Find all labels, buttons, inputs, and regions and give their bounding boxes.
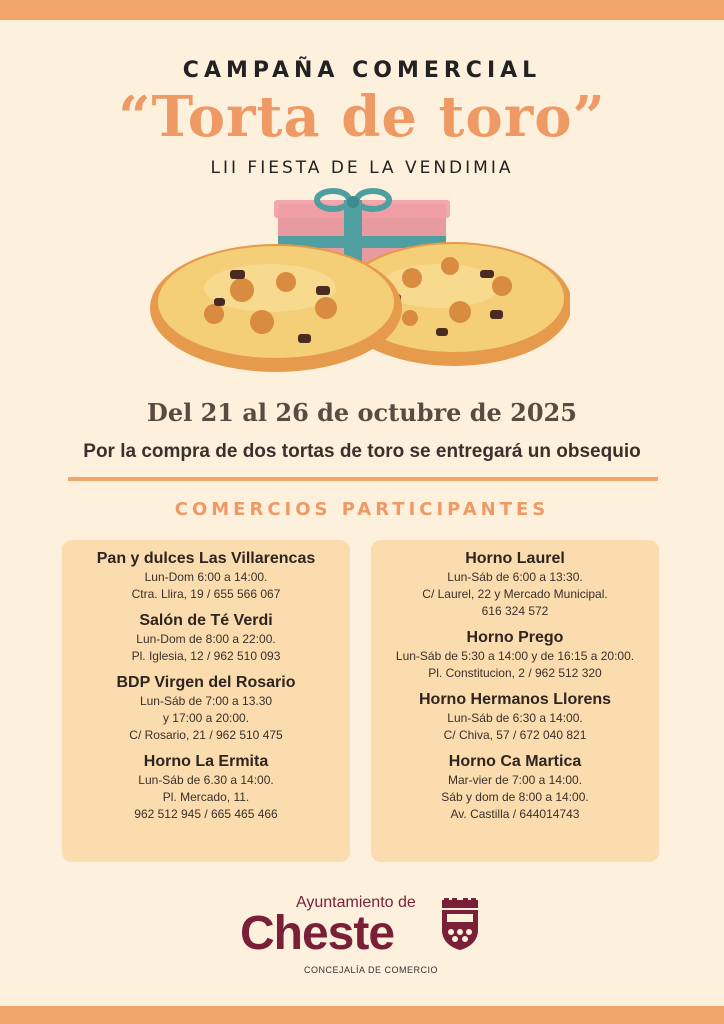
shop-hours: Sáb y dom de 8:00 a 14:00. [441, 790, 589, 804]
shop-name: Salón de Té Verdi [139, 612, 273, 629]
shop-phone: 616 324 572 [481, 604, 549, 618]
shop-name: Horno Laurel [465, 550, 565, 567]
town-name: Cheste [240, 907, 395, 960]
shop-hours: Lun-Dom de 8:00 a 22:00. [136, 632, 276, 646]
tortas-illustration [150, 186, 570, 376]
shop-entry [371, 628, 659, 682]
divider [68, 477, 658, 481]
shop-hours: Lun-Sáb de 6:00 a 13:30. [447, 570, 583, 584]
shop-entry [62, 752, 350, 823]
shop-name: Horno Prego [466, 629, 564, 646]
ayuntamiento-logo [230, 894, 500, 984]
coat-of-arms-icon [440, 898, 480, 950]
shop-address: Pl. Constitucion, 2 / 962 512 320 [428, 666, 602, 680]
shop-address: Ctra. Llira, 19 / 655 566 067 [131, 587, 281, 601]
promo-text: Por la compra de dos tortas de toro se entregará un obsequio [83, 441, 641, 462]
shop-name: Horno La Ermita [143, 753, 269, 770]
shop-name: BDP Virgen del Rosario [116, 674, 296, 691]
department-label: CONCEJALÍA DE COMERCIO [304, 965, 439, 975]
shops-card-left [62, 540, 350, 862]
shop-address: Av. Castilla / 644014743 [450, 807, 580, 821]
shop-name: Horno Hermanos Llorens [418, 691, 612, 708]
shop-entry [62, 549, 350, 603]
shop-phone: 962 512 945 / 665 465 466 [134, 807, 278, 821]
shop-hours: Lun-Sáb de 6:30 a 14:00. [447, 711, 583, 725]
shop-address: Pl. Iglesia, 12 / 962 510 093 [131, 649, 281, 663]
shop-hours: Lun-Dom 6:00 a 14:00. [144, 570, 268, 584]
shop-address: C/ Laurel, 22 y Mercado Municipal. [422, 587, 608, 601]
page-title: “Torta de toro” [118, 84, 606, 150]
shop-entry [371, 752, 659, 823]
shop-entry [371, 549, 659, 620]
shop-name: Pan y dulces Las Villarencas [96, 550, 316, 567]
subtitle: LII FIESTA DE LA VENDIMIA [210, 158, 514, 178]
cake-icon [150, 244, 402, 372]
top-color-band [0, 0, 724, 20]
shop-address: Pl. Mercado, 11. [162, 790, 250, 804]
ayuntamiento-label: Ayuntamiento de [296, 894, 416, 911]
shop-hours: y 17:00 a 20:00. [162, 711, 250, 725]
section-title: COMERCIOS PARTICIPANTES [174, 499, 550, 520]
shop-entry [62, 611, 350, 665]
shop-hours: Lun-Sáb de 6.30 a 14:00. [138, 773, 274, 787]
shop-hours: Lun-Sáb de 5:30 a 14:00 y de 16:15 a 20:00. [395, 649, 635, 663]
shop-entry [371, 690, 659, 744]
shop-name: Horno Ca Martica [448, 753, 582, 770]
shops-card-right [371, 540, 659, 862]
shop-hours: Lun-Sáb de 7:00 a 13.30 [139, 694, 273, 708]
shop-entry [62, 673, 350, 744]
shop-address: C/ Rosario, 21 / 962 510 475 [129, 728, 283, 742]
campaign-label: CAMPAÑA COMERCIAL [182, 58, 542, 83]
bottom-color-band [0, 1006, 724, 1024]
event-dates: Del 21 al 26 de octubre de 2025 [147, 398, 577, 427]
shop-hours: Mar-vier de 7:00 a 14:00. [447, 773, 583, 787]
shop-address: C/ Chiva, 57 / 672 040 821 [443, 728, 587, 742]
